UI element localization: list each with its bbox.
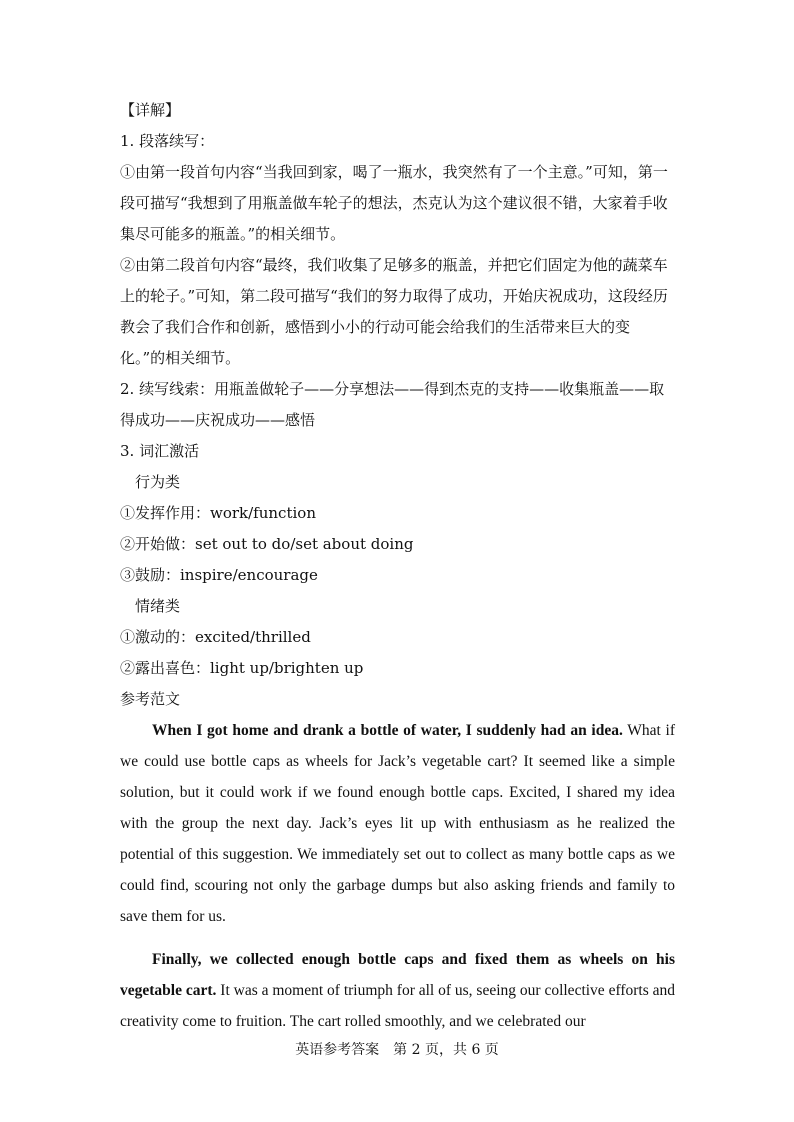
paragraph-opening-sentence: When I got home and drank a bottle of water, I suddenly had an idea. [152, 722, 623, 739]
vocab-category-emotions: 情绪类 [135, 597, 181, 615]
answer-content [120, 95, 675, 1037]
paragraph-opening-sentence: Finally, we collected enough bottle caps and fixed them as wheels on his vegetable cart. [120, 951, 675, 999]
essay-paragraph-2 [120, 944, 675, 1037]
vocab-item: ①发挥作用：work/function [120, 504, 316, 522]
vocab-category-actions: 行为类 [135, 473, 181, 491]
part1-paragraph-2: ②由第二段首句内容“最终，我们收集了足够多的瓶盖，并把它们固定为他的蔬菜车上的轮子。”可知，第二段可描写“我们的努力取得了成功，开始庆祝成功，这段经历教会了我们合作和创新，感悟到小小的行动可能会给我们的生活带来巨大的变化。”的相关细节。 [120, 256, 668, 367]
part1-paragraph-1: ①由第一段首句内容“当我回到家，喝了一瓶水，我突然有了一个主意。”可知，第一段可描写“我想到了用瓶盖做车轮子的想法，杰克认为这个建议很不错，大家着手收集尽可能多的瓶盖。”的相关细节。 [120, 163, 668, 243]
paragraph-body: It was a moment of triumph for all of us, seeing our collective efforts and creativity come to fruition. The cart rolled smoothly, and we celebrated our [120, 982, 675, 1030]
part3-heading: 3. 词汇激活 [120, 442, 200, 460]
section-title: 【详解】 [120, 101, 181, 119]
paragraph-body: What if we could use bottle caps as wheels for Jack’s vegetable cart? It seemed like a simple solution, but it could work if we found enough bottle caps. Excited, I shared my idea with the group the next day. Jack’s eyes lit up with enthusiasm as he realized the potential of this suggestion. We immediately set out to collect as many bottle caps as we could find, scouring not only the garbage dumps but also asking friends and family to save them for us. [120, 722, 675, 925]
reference-essay [120, 715, 675, 1037]
reference-essay-label: 参考范文 [120, 690, 181, 708]
part1-heading: 1. 段落续写： [120, 132, 215, 150]
vocab-item: ③鼓励：inspire/encourage [120, 566, 318, 584]
vocab-item: ②开始做：set out to do/set about doing [120, 535, 414, 553]
essay-paragraph-1 [120, 715, 675, 932]
part2-clues: 2. 续写线索：用瓶盖做轮子——分享想法——得到杰克的支持——收集瓶盖——取得成功——庆祝成功——感悟 [120, 380, 665, 429]
vocab-item: ①激动的：excited/thrilled [120, 628, 311, 646]
vocab-item: ②露出喜色：light up/brighten up [120, 659, 364, 677]
page-footer: 英语参考答案 第 2 页，共 6 页 [295, 1042, 499, 1058]
